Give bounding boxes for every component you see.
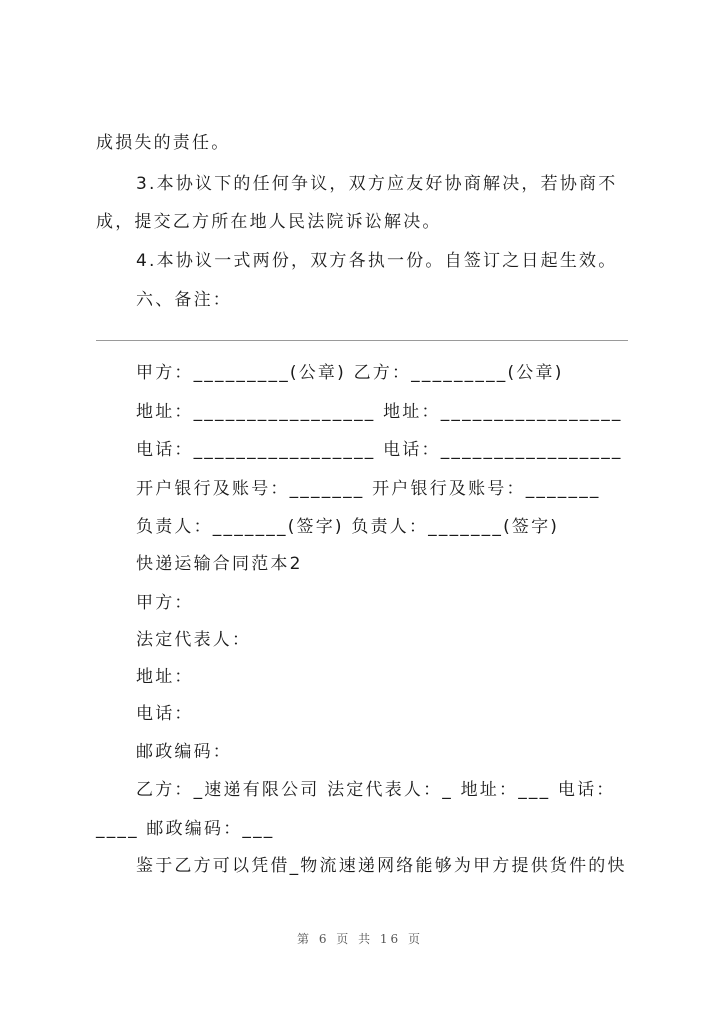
contract2-party-b-line-2: ____ 邮政编码：___ (96, 819, 275, 839)
sign-phone-row: 电话：_________________ 电话：_________________ (136, 440, 623, 460)
sign-address-row: 地址：_________________ 地址：_________________ (136, 402, 623, 422)
contract2-intro: 鉴于乙方可以凭借_物流速递网络能够为甲方提供货件的快 (136, 856, 627, 876)
contract2-postal: 邮政编码： (136, 742, 232, 762)
remarks-rule (96, 340, 628, 341)
sign-party-row: 甲方：_________(公章) 乙方：_________(公章) (136, 363, 564, 383)
page-footer: 第 6 页 共 16 页 (297, 932, 423, 946)
contract2-party-a: 甲方： (136, 593, 194, 613)
contract2-party-b-line-1: 乙方：_速递有限公司 法定代表人：_ 地址：___ 电话： (136, 780, 616, 800)
section-6-remarks: 六、备注： (136, 290, 232, 310)
sign-responsible-row: 负责人：_______(签字) 负责人：_______(签字) (136, 517, 560, 537)
contract2-address: 地址： (136, 667, 194, 687)
contract2-phone: 电话： (136, 704, 194, 724)
sign-bank-row: 开户银行及账号：_______ 开户银行及账号：_______ (136, 479, 601, 499)
contract2-title: 快递运输合同范本2 (136, 554, 303, 574)
clause-4: 4.本协议一式两份，双方各执一份。自签订之日起生效。 (136, 251, 618, 271)
contract2-legal-rep: 法定代表人： (136, 630, 252, 650)
body-line-1: 成损失的责任。 (96, 133, 231, 153)
clause-3-line-2: 成，提交乙方所在地人民法院诉讼解决。 (96, 212, 442, 232)
clause-3-line-1: 3.本协议下的任何争议，双方应友好协商解决，若协商不 (136, 174, 618, 194)
